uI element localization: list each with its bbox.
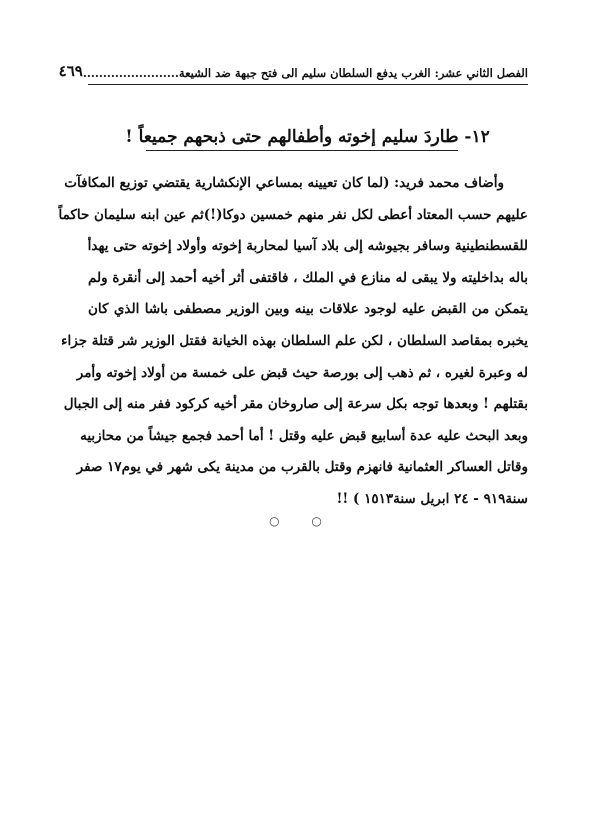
text-line: بقتلهم ! وبعدها توجه بكل سرعة إلى صاروخان مقر أخيه كركود ففر منه إلى الجبال [63,396,528,413]
running-header [58,58,528,80]
text-line: للقسطنطينية وسافر بجيوشه إلى بلاد آسيا لمحاربة إخوته وأولاد إخوته حتى يهدأ [87,238,528,255]
body-paragraph [58,168,528,516]
text-line: يخبره بمقاصد السلطان ، لكن علم السلطان بهذه الخيانة فقتل الوزير شر قتلة جزاء [61,332,528,349]
text-line: وبعد البحث عليه عدة أسابيع قبض عليه وقتل ! أما أحمد فجمع جيشاً من محازبيه [80,427,528,444]
page-number: ٤٦٩ [58,62,83,80]
text-line: وقاتل العساكر العثمانية فانهزم وقتل بالقرب من مدينة يكى شهر في يوم١٧ صفر [76,459,528,476]
section-heading: ١٢- طاردَ سليم إخوته وأطفالهم حتى ذبحهم جميعاً ! [125,127,490,147]
header-title: الفصل الثاني عشر: الغرب يدفع السلطان سليم الى فتح جبهة ضد الشيعة........................ [82,66,528,80]
text-line: عليهم حسب المعتاد أعطى لكل نفر منهم خمسين دوكا(!)ثم عين ابنه سليمان حاكماً [58,206,528,223]
text-line: له وعبرة لغيره ، ثم ذهب إلى بورصة حيث قبض على خمسة من أولاد إخوته وأمر [76,364,528,381]
header-divider [88,84,528,85]
text-line: باله بداخليته ولا يبقى له منازع في الملك ، فاقتفى أثر أخيه أحمد إلى أنقرة ولم [88,269,528,286]
section-heading-underline [146,150,458,151]
text-line: يتمكن من القبض عليه لوجود علاقات بينه وبين الوزير مصطفى باشا الذي كان [88,301,528,318]
text-line: وأضاف محمد فريد: (لما كان تعيينه بمساعي الإنكشارية يقتضي توزيع المكافآت [64,175,504,191]
section-end-ornament: ○ ○ [269,514,336,528]
text-line: سنة٩١٩ - ٢٤ ابريل سنة١٥١٣ ) !! [336,490,528,507]
